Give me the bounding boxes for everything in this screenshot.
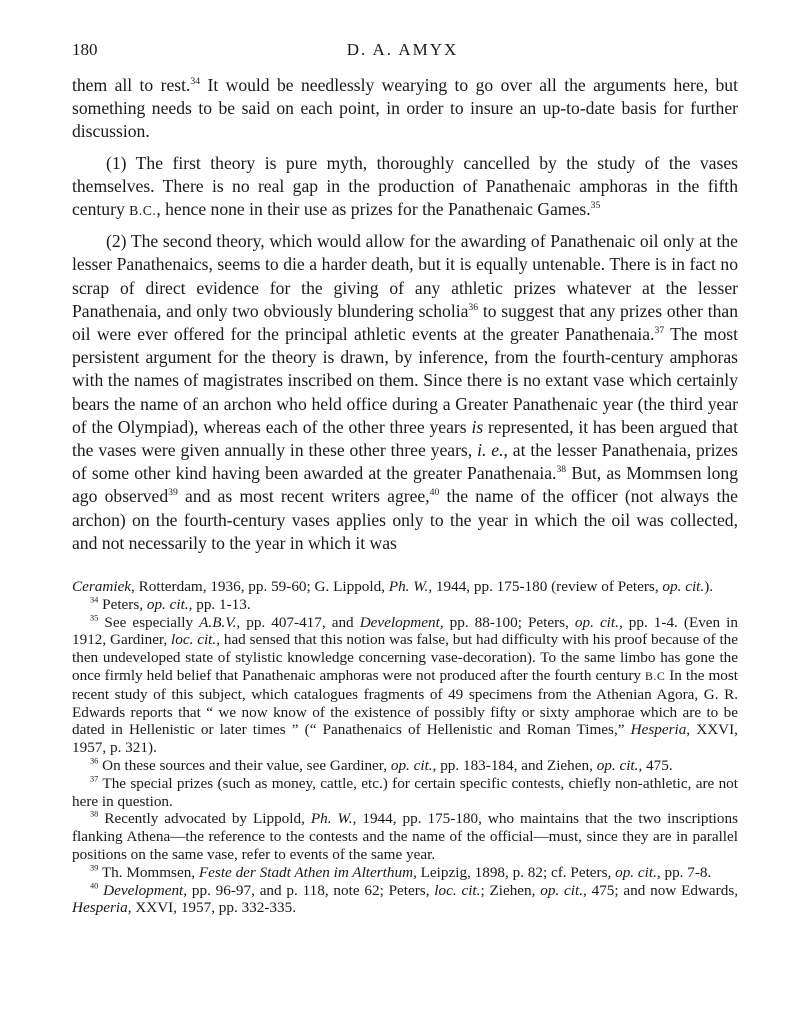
footnote-number: 37: [90, 774, 99, 784]
footnote-number: 38: [90, 810, 99, 820]
text-run: to suggest that any prizes other than oil were ever offered for the principal athletic events at the greater Panathenaia.: [72, 300, 738, 345]
text-run: , pp. 88-100; Peters,: [439, 613, 575, 631]
italic-text: Feste der Stadt Athen im Alterthum: [198, 863, 414, 881]
text-run: , 475; and now Edwards,: [583, 881, 739, 899]
footnote-number: 39: [90, 863, 99, 873]
text-run: In the most recent study of this subject, which catalogues fragments of 49 specimens from the Athenian Agora, G. R. Edwards reports that “ we now know of the existence of possibly fifty or sixty amphorae which are to be dated in Hellenistic or later times ” (“ Panathenaics of Hellenistic and Roman Times,”: [72, 666, 738, 739]
paragraph-2: [72, 152, 738, 223]
text-run: , pp. 1-13.: [188, 595, 251, 613]
italic-text: Ph. W.: [388, 578, 429, 595]
running-head: D. A. AMYX: [346, 40, 459, 59]
footnote-number: 40: [90, 881, 99, 891]
text-run: , at the lesser Panathenaia, prizes of some other kind having been awarded at the greater Panathenaia.: [72, 440, 738, 484]
paragraph-1: [72, 74, 738, 144]
footnote-36: [72, 757, 738, 775]
text-run: them all to rest.: [72, 75, 191, 95]
italic-text: loc. cit.: [171, 631, 217, 649]
text-run: , 1944, pp. 175-180 (review of Peters,: [428, 578, 663, 595]
italic-text: op. cit.: [390, 756, 433, 774]
italic-text: Ph. W.: [310, 810, 353, 828]
italic-text: is: [471, 416, 484, 437]
footnote-ref-38: 38: [556, 464, 567, 475]
italic-text: op. cit.: [596, 756, 639, 774]
text-run: , had sensed that this notion was false, but had difficulty with his proof because of the then undeveloped state of stylistic knowledge concerning vase-decoration). To the same limbo has gone the once firmly held belief that Panathenaic amphoras were not produced after the fourth century: [72, 631, 738, 684]
text-run: represented, it has been argued that the vases were given annually in these other three years,: [72, 416, 738, 461]
italic-text: loc. cit.: [434, 881, 481, 899]
italic-text: op. cit.: [540, 881, 583, 899]
italic-text: Development: [359, 613, 440, 631]
italic-text: A.B.V.: [199, 613, 237, 631]
footnote-ref-39: 39: [168, 487, 178, 499]
footnote-ref-35: 35: [590, 199, 601, 211]
text-run: and as most recent writers agree,: [177, 486, 430, 507]
footnote-35: [72, 614, 738, 757]
text-run: , pp. 183-184, and Ziehen,: [432, 756, 597, 774]
text-run: The special prizes (such as money, cattle, etc.) for certain specific contests, chiefly non-athletic, are not here in question.: [72, 774, 738, 810]
text-run: Recently advocated by Lippold,: [98, 810, 311, 828]
paragraph-3: [72, 230, 738, 555]
text-run: , Leipzig, 1898, p. 82; cf. Peters,: [413, 863, 616, 881]
text-run: ).: [704, 578, 714, 595]
footnote-40: [72, 882, 738, 918]
text-run: See especially: [98, 613, 200, 631]
text-run: , pp. 407-417, and: [236, 613, 360, 631]
footnotes: [72, 578, 738, 917]
text-run: , 475.: [638, 756, 673, 774]
text-run: , pp. 7-8.: [656, 863, 712, 881]
footnote-number: 36: [90, 756, 99, 766]
text-run: , Rotterdam, 1936, pp. 59-60; G. Lippold,: [131, 578, 389, 595]
small-caps: B.C: [644, 668, 666, 683]
footnote-ref-37: 37: [654, 324, 665, 336]
italic-text: op. cit.: [615, 863, 657, 881]
text-run: , pp. 1-4. (Even in 1912, Gardiner,: [72, 613, 738, 649]
footnote-number: 34: [90, 595, 99, 605]
text-run: , hence none in their use as prizes for the Panathenaic Games.: [156, 199, 591, 220]
text-run: (1) The first theory is pure myth, thoroughly cancelled by the study of the vases themselves. There is no real gap in the production of Panathenaic amphoras in the fifth century: [72, 152, 738, 220]
text-run: (2) The second theory, which would allow for the awarding of Panathenaic oil only at the lesser Panathenaics, seems to die a harder death, but it is equally untenable. There is in fact no scrap of direct evidence for the giving of any athletic prizes whatever at the lesser Panathenaia, and only two obviously blundering scholia: [72, 231, 738, 321]
text-run: the name of the officer (not always the archon) on the fourth-century vases applies only to the year in which the oil was collected, and not necessarily to the year in which it was: [72, 486, 738, 553]
italic-text: Ceramiek: [72, 578, 132, 595]
footnote-38: [72, 810, 738, 863]
text-run: , XXVI, 1957, pp. 332-335.: [127, 899, 297, 917]
text-run: , XXVI, 1957, p. 321).: [72, 721, 738, 757]
text-run: But, as Mommsen long ago observed: [72, 463, 738, 507]
page-number: 180: [72, 40, 98, 59]
text-run: On these sources and their value, see Gardiner,: [98, 756, 391, 774]
text-run: ; Ziehen,: [480, 881, 541, 899]
text-run: , 1944, pp. 175-180, who maintains that the two inscriptions flanking Athena—the reference to the contests and the name of the official—must, since they are in parallel positions on the same vase, refer to events of the same year.: [72, 810, 738, 863]
italic-text: Development: [103, 881, 184, 899]
italic-text: op. cit.: [146, 595, 189, 613]
footnote-ref-36: 36: [468, 301, 479, 313]
footnote-37: [72, 775, 738, 811]
footnote-39: [72, 864, 738, 882]
italic-text: op. cit.: [574, 613, 619, 631]
small-caps: B.C.: [129, 203, 157, 219]
text-run: Th. Mommsen,: [98, 863, 199, 881]
text-run: The most persistent argument for the theory is drawn, by inference, from the fourth-century amphoras with the names of magistrates inscribed on them. Since there is no extant vase which certainly bears the name of an archon who held office during a Greater Panathenaic year (the third year of the Olympiad), whereas each of the other three years: [72, 324, 738, 437]
footnote-ref-40: 40: [429, 487, 440, 499]
footnote-continuation: [72, 578, 738, 596]
italic-text: i. e.: [477, 440, 504, 461]
footnote-number: 35: [90, 613, 99, 623]
italic-text: op. cit.: [662, 578, 705, 595]
body-text: [72, 74, 738, 555]
italic-text: Hesperia: [630, 721, 687, 739]
page-header: [72, 40, 733, 64]
footnote-ref-34: 34: [190, 75, 201, 87]
text-run: , pp. 96-97, and p. 118, note 62; Peters,: [183, 881, 435, 899]
footnote-34: [72, 596, 738, 614]
text-run: It would be needlessly wearying to go over all the arguments here, but something needs to be said on each point, in order to insure an up-to-date basis for further discussion.: [72, 75, 738, 142]
italic-text: Hesperia: [72, 899, 128, 917]
text-run: Peters,: [98, 595, 147, 613]
